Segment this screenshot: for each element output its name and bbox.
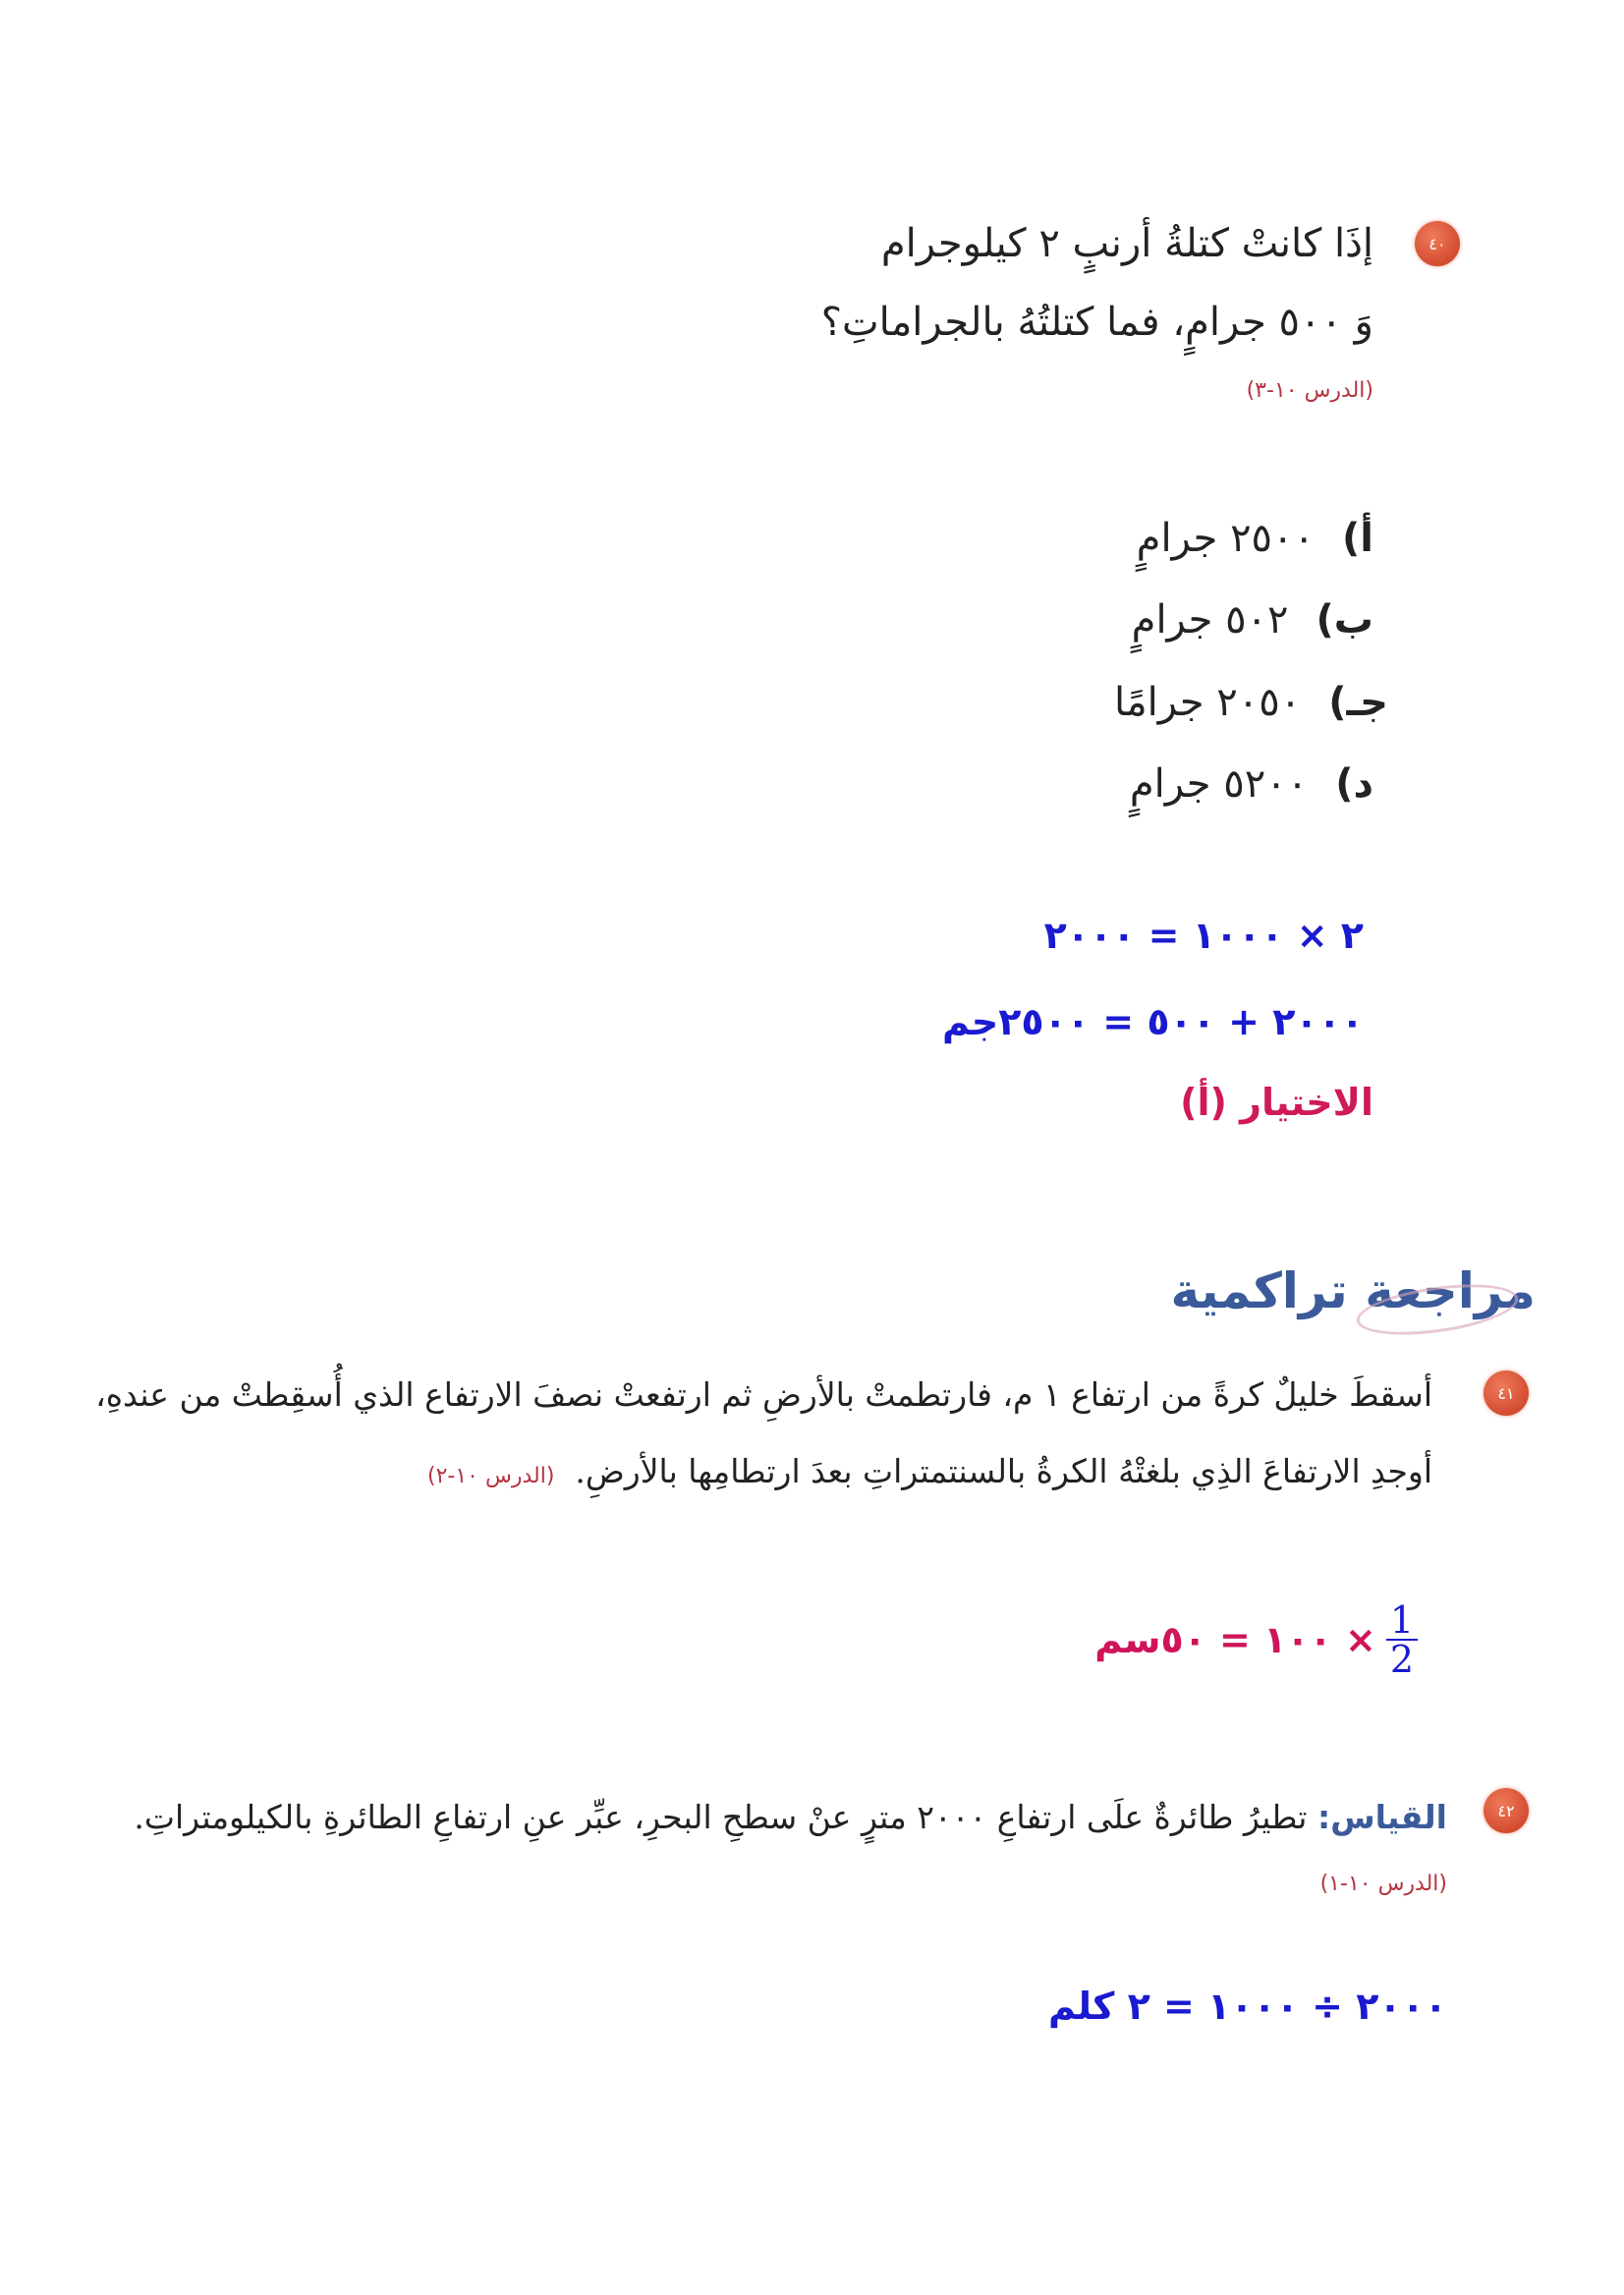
section-title: مراجعة تراكمية — [1170, 1262, 1536, 1319]
solution-line-1: ٢ × ١٠٠٠ = ٢٠٠٠ — [1043, 914, 1364, 957]
question-body: تطيرُ طائرةٌ علَى ارتفاعِ ٢٠٠٠ مترٍ عنْ سطحِ البحرِ، عبِّر عنِ ارتفاعِ الطائرةِ بالكيلومتراتِ. — [134, 1798, 1308, 1836]
option-letter: جـ) — [1328, 680, 1388, 725]
question-text — [134, 1798, 1447, 1836]
solution-line-2: ٢٠٠٠ + ٥٠٠ = ٢٥٠٠جم — [942, 1000, 1364, 1043]
option-letter: أ) — [1342, 516, 1373, 561]
solution-text: ٢٠٠٠ ÷ ١٠٠٠ = ٢ كلم — [1047, 1985, 1447, 2028]
question-text-line2: وَ ٥٠٠ جرامٍ، فما كتلتُهُ بالجراماتِ؟ — [820, 300, 1373, 345]
question-label: القياس: — [1316, 1798, 1447, 1836]
option-text: ٥٠٢ جرامٍ — [1131, 597, 1289, 643]
option-letter: ب) — [1316, 597, 1373, 643]
question-number-badge — [1415, 221, 1460, 266]
option-a — [1137, 516, 1373, 561]
question-number: ٤١ — [1497, 1383, 1515, 1403]
solution-text: × ١٠٠ = ٥٠سم — [1094, 1618, 1376, 1661]
solution-equation — [1094, 1598, 1418, 1681]
answer-choice: الاختيار (أ) — [1180, 1081, 1373, 1124]
solution-equation — [1048, 1985, 1447, 2028]
question-text-line2: أوجدِ الارتفاعَ الذِي بلغتْهُ الكرةُ بالسنتمتراتِ بعدَ ارتطامِها بالأرضِ. — [575, 1452, 1432, 1490]
fraction-one-half — [1386, 1598, 1418, 1681]
lesson-reference: (الدرس ١٠-٣) — [1246, 378, 1373, 403]
question-number-badge — [1484, 1788, 1529, 1833]
option-text: ٥٢٠٠ جرامٍ — [1129, 761, 1309, 807]
fraction-denominator: 2 — [1389, 1638, 1414, 1681]
question-number: ٤٠ — [1428, 234, 1446, 253]
lesson-reference: (الدرس ١٠-٢) — [426, 1464, 555, 1488]
option-b — [1132, 597, 1373, 643]
option-letter: د) — [1335, 761, 1373, 807]
option-d — [1130, 761, 1373, 807]
question-text-line1: إذَا كانتْ كتلةُ أرنبٍ ٢ كيلوجرام — [880, 221, 1373, 266]
question-number-badge — [1484, 1371, 1529, 1416]
option-text: ٢٠٥٠ جرامًا — [1114, 680, 1302, 725]
lesson-reference: (الدرس ١٠-١) — [1319, 1872, 1447, 1896]
question-text-line1: أسقطَ خليلٌ كرةً من ارتفاع ١ م، فارتطمتْ بالأرضِ ثم ارتفعتْ نصفَ الارتفاع الذي أُسقِطتْ من عندهِ، — [95, 1375, 1432, 1414]
option-c — [1114, 680, 1388, 725]
option-text: ٢٥٠٠ جرامٍ — [1136, 516, 1315, 561]
fraction-numerator: 1 — [1386, 1601, 1418, 1641]
question-text-line2-wrap — [427, 1452, 1432, 1490]
question-number: ٤٢ — [1497, 1801, 1515, 1820]
